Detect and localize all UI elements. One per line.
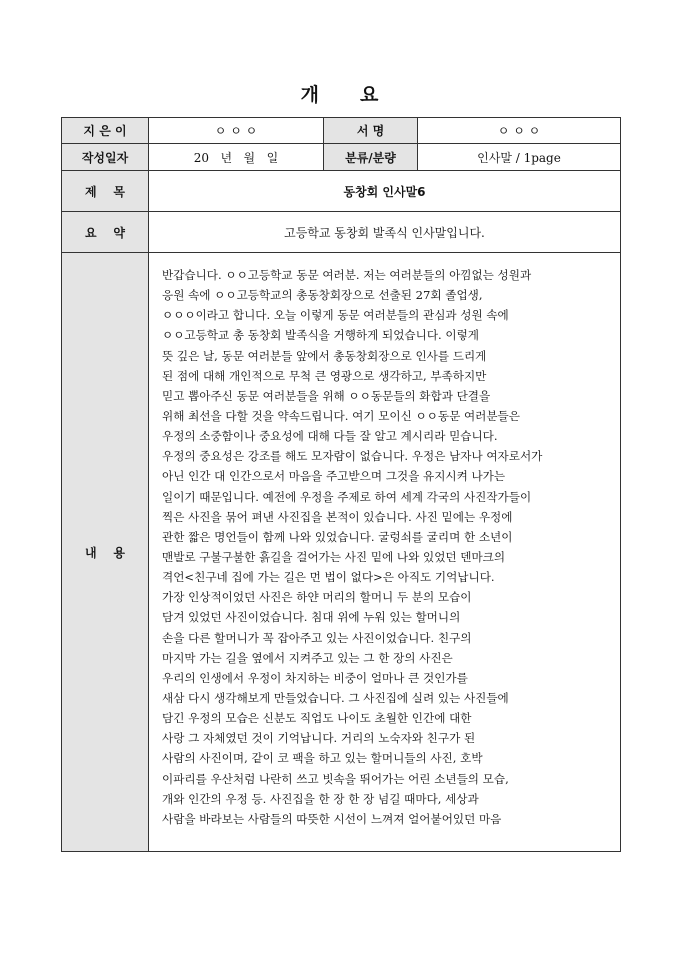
signature-label: 서 명	[324, 118, 418, 144]
content-line: 사랑 그 자체였던 것이 기억납니다. 거리의 노숙자와 친구가 된	[162, 731, 476, 746]
page-title-second: 요	[360, 84, 380, 106]
content-line: 격언<친구네 집에 가는 길은 먼 법이 없다>은 아직도 기억납니다.	[162, 570, 495, 585]
content-line: 담겨 있었던 사진이었습니다. 침대 위에 누워 있는 할머니의	[162, 610, 461, 625]
content-text	[149, 253, 620, 829]
category-value: 인사말 / 1page	[418, 144, 621, 171]
content-line: 새삼 다시 생각해보게 만들었습니다. 그 사진집에 실려 있는 사진들에	[162, 690, 509, 705]
content-line: 손을 다른 할머니가 꼭 잡아주고 있는 사진이었습니다. 친구의	[162, 630, 472, 645]
content-line: 반갑습니다. ㅇㅇ고등학교 동문 여러분. 저는 여러분들의 아낌없는 성원과	[162, 268, 532, 282]
content-line: 응원 속에 ㅇㅇ고등학교의 총동창회장으로 선출된 27회 졸업생,	[162, 288, 483, 303]
content-line: 사람을 바라보는 사람들의 따뜻한 시선이 느껴져 얼어붙어있던 마음	[162, 811, 502, 826]
content-line: 믿고 뽑아주신 동문 여러분들을 위해 ㅇㅇ동문들의 화합과 단결을	[162, 388, 491, 403]
content-line: 가장 인상적이었던 사진은 하얀 머리의 할머니 두 분의 모습이	[162, 590, 472, 605]
summary-row	[62, 212, 621, 253]
category-label: 분류/분량	[324, 144, 418, 171]
content-line: 이파리를 우산처럼 나란히 쓰고 빗속을 뛰어가는 어린 소년들의 모습,	[162, 771, 509, 786]
date-label: 작성일자	[62, 144, 149, 171]
content-label: 내 용	[62, 253, 149, 852]
content-line: 마지막 가는 길을 옆에서 지켜주고 있는 그 한 장의 사진은	[162, 650, 453, 665]
author-value: ㅇ ㅇ ㅇ	[149, 118, 324, 144]
signature-value: ㅇ ㅇ ㅇ	[418, 118, 621, 144]
page-title-first: 개	[300, 84, 320, 106]
content-line: 된 점에 대해 개인적으로 무척 큰 영광으로 생각하고, 부족하지만	[162, 368, 487, 383]
summary-label: 요 약	[62, 212, 149, 253]
content-line: 우정의 중요성은 강조를 해도 모자람이 없습니다. 우정은 남자나 여자로서가	[162, 449, 543, 464]
summary-value: 고등학교 동창회 발족식 인사말입니다.	[149, 212, 621, 253]
subject-value: 동창회 인사말6	[149, 171, 621, 212]
content-line: 위해 최선을 다할 것을 약속드립니다. 여기 모이신 ㅇㅇ동문 여러분들은	[162, 408, 520, 423]
content-line: 우정의 소중함이나 중요성에 대해 다들 잘 알고 계시리라 믿습니다.	[162, 429, 498, 444]
content-line: 뜻 깊은 날, 동문 여러분들 앞에서 총동창회장으로 인사를 드리게	[162, 348, 487, 363]
content-line: 담긴 우정의 모습은 신분도 직업도 나이도 초월한 인간에 대한	[162, 711, 472, 726]
content-line: ㅇㅇ고등학교 총 동창회 발족식을 거행하게 되었습니다. 이렇게	[162, 328, 479, 343]
author-row	[62, 118, 621, 144]
content-line: 개와 인간의 우정 등. 사진집을 한 장 한 장 넘길 때마다, 세상과	[162, 791, 479, 806]
date-row	[62, 144, 621, 171]
content-line: 아닌 인간 대 인간으로서 마음을 주고받으며 그것을 유지시켜 나가는	[162, 469, 506, 484]
author-label: 지 은 이	[62, 118, 149, 144]
subject-label: 제 목	[62, 171, 149, 212]
content-line: 일이기 때문입니다. 예전에 우정을 주제로 하여 세계 각국의 사진작가들이	[162, 489, 532, 504]
subject-row	[62, 171, 621, 212]
content-line: 맨발로 구불구불한 흙길을 걸어가는 사진 밑에 나와 있었던 덴마크의	[162, 549, 506, 564]
content-line: 우리의 인생에서 우정이 차지하는 비중이 얼마나 큰 것인가를	[162, 670, 468, 685]
page-title	[0, 80, 680, 107]
date-value: 20 년 월 일	[149, 144, 324, 171]
content-line: 찍은 사진을 묶어 펴낸 사진집을 본적이 있습니다. 사진 밑에는 우정에	[162, 509, 513, 524]
content-row	[62, 253, 621, 852]
overview-table	[61, 117, 621, 852]
content-line: 관한 짧은 명언들이 함께 나와 있었습니다. 굴렁쇠를 굴리며 한 소년이	[162, 529, 513, 544]
content-body	[149, 253, 621, 852]
content-line: ㅇㅇㅇ이라고 합니다. 오늘 이렇게 동문 여러분들의 관심과 성원 속에	[162, 308, 509, 323]
content-line: 사람의 사진이며, 같이 코 팩을 하고 있는 할머니들의 사진, 호박	[162, 751, 483, 766]
